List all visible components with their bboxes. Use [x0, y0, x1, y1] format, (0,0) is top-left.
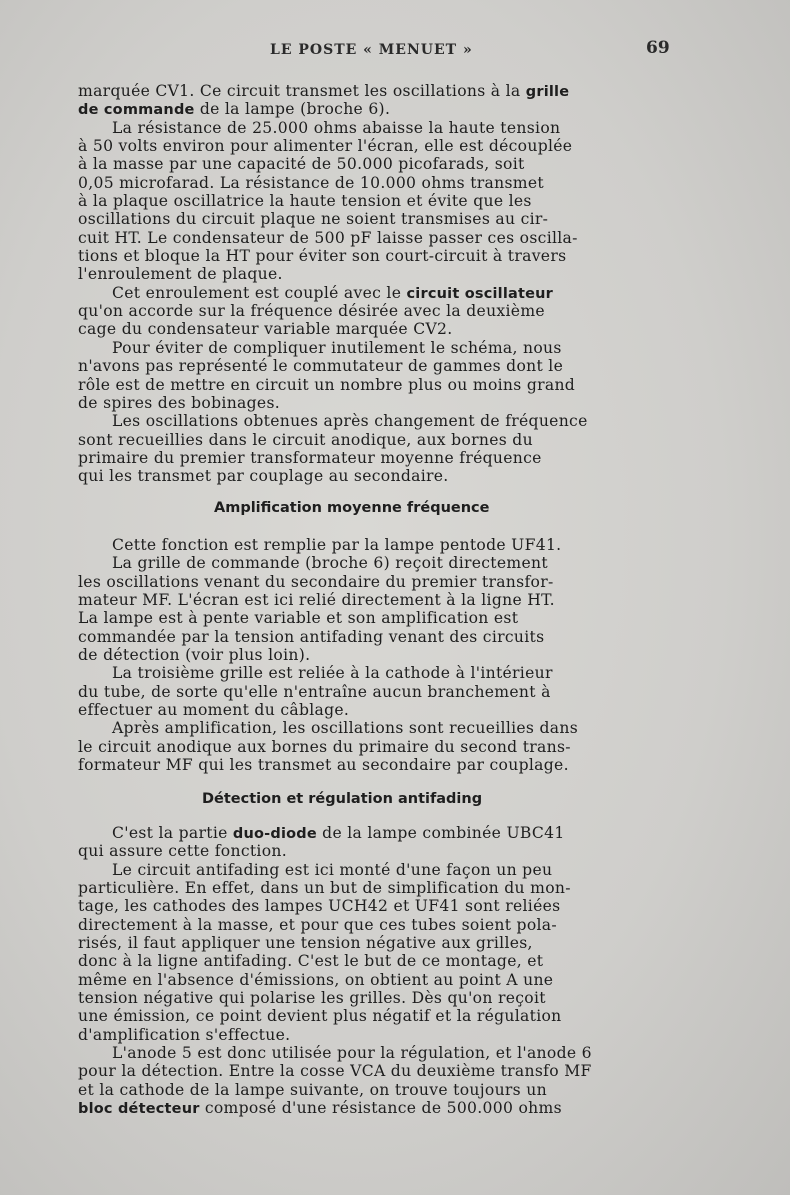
text-block-3 [78, 824, 668, 1118]
text-line: commandée par la tension antifading venant des circuits [78, 627, 545, 646]
text-line: tions et bloque la HT pour éviter son court-circuit à travers [78, 247, 567, 266]
text-line: primaire du premier transformateur moyenne fréquence [78, 448, 542, 467]
text-line: cuit HT. Le condensateur de 500 pF laisse passer ces oscilla- [78, 228, 578, 247]
text-line: 0,05 microfarad. La résistance de 10.000 ohms transmet [78, 173, 544, 192]
paragraph-start: La résistance de 25.000 ohms abaisse la haute tension [112, 118, 561, 137]
text-block-1 [78, 82, 668, 486]
text-line: donc à la ligne antifading. C'est le but de ce montage, et [78, 952, 544, 971]
text-line: de détection (voir plus loin). [78, 646, 311, 665]
bold-term-circuit-oscillateur: circuit oscillateur [406, 285, 554, 302]
text-line: qui assure cette fonction. [78, 842, 288, 861]
text-line: à la plaque oscillatrice la haute tension et évite que les [78, 192, 532, 211]
paragraph-start: Après amplification, les oscillations sont recueillies dans [112, 719, 579, 738]
text-line: à la masse par une capacité de 50.000 picofarads, soit [78, 155, 525, 174]
section-heading-amplification: Amplification moyenne fréquence [214, 500, 490, 516]
paragraph-start: C'est la partie duo-diode de la lampe combinée UBC41 [112, 824, 565, 842]
bold-term-grille: grille [525, 84, 570, 100]
text-line: tage, les cathodes des lampes UCH42 et UF41 sont reliées [78, 897, 561, 916]
text-line: risés, il faut appliquer une tension négative aux grilles, [78, 934, 533, 953]
text-line: particulière. En effet, dans un but de simplification du mon- [78, 879, 571, 898]
paragraph-start: L'anode 5 est donc utilisée pour la régulation, et l'anode 6 [112, 1044, 592, 1063]
text-line: La lampe est à pente variable et son amplification est [78, 609, 519, 628]
text-line: effectuer au moment du câblage. [78, 701, 350, 720]
text-line: bloc détecteur composé d'une résistance de 500.000 ohms [78, 1099, 562, 1118]
paragraph-start: La grille de commande (broche 6) reçoit directement [112, 554, 548, 573]
bold-term-de-commande: de commande [78, 102, 195, 119]
text-line: le circuit anodique aux bornes du primaire du second trans- [78, 737, 571, 756]
paragraph-start: Les oscillations obtenues après changement de fréquence [112, 412, 588, 431]
text-line: les oscillations venant du secondaire du premier transfor- [78, 572, 554, 591]
section-heading-detection: Détection et régulation antifading [202, 791, 483, 807]
text-line: pour la détection. Entre la cosse VCA du deuxième transfo MF [78, 1062, 592, 1081]
text-line: tension négative qui polarise les grilles. Dès qu'on reçoit [78, 989, 546, 1008]
text-line: n'avons pas représenté le commutateur de gammes dont le [78, 357, 564, 376]
text-line: qu'on accorde sur la fréquence désirée avec la deuxième [78, 302, 545, 321]
text-line: qui les transmet par couplage au secondaire. [78, 467, 449, 486]
text-line: à 50 volts environ pour alimenter l'écran, elle est découplée [78, 137, 573, 156]
paragraph-start: Cette fonction est remplie par la lampe pentode UF41. [112, 536, 562, 554]
text-line: formateur MF qui les transmet au secondaire par couplage. [78, 756, 569, 775]
text-line: de commande de la lampe (broche 6). [78, 100, 391, 119]
text-line: rôle est de mettre en circuit un nombre plus ou moins grand [78, 375, 576, 394]
text-line: marquée CV1. Ce circuit transmet les oscillations à la grille [78, 82, 570, 100]
text-line: du tube, de sorte qu'elle n'entraîne aucun branchement à [78, 682, 551, 701]
text-line: mateur MF. L'écran est ici relié directement à la ligne HT. [78, 591, 555, 610]
page-number: 69 [646, 38, 670, 58]
bold-term-bloc-detecteur: bloc détecteur [78, 1101, 200, 1118]
paragraph-start: Pour éviter de compliquer inutilement le schéma, nous [112, 338, 562, 357]
text-line: même en l'absence d'émissions, on obtient au point A une [78, 970, 554, 989]
text-line: oscillations du circuit plaque ne soient transmises au cir- [78, 210, 549, 229]
text-block-2 [78, 536, 668, 774]
running-title: LE POSTE « MENUET » [270, 42, 473, 58]
text-line: de spires des bobinages. [78, 393, 280, 412]
text-line: et la cathode de la lampe suivante, on trouve toujours un [78, 1080, 547, 1099]
text-line: cage du condensateur variable marquée CV2. [78, 320, 453, 339]
text-line: directement à la masse, et pour que ces tubes soient pola- [78, 915, 557, 934]
text-line: une émission, ce point devient plus négatif et la régulation [78, 1007, 562, 1026]
bold-term-duo-diode: duo-diode [232, 826, 317, 842]
text-line: d'amplification s'effectue. [78, 1025, 291, 1044]
text-line: sont recueillies dans le circuit anodique, aux bornes du [78, 430, 533, 449]
paragraph-start: La troisième grille est reliée à la cathode à l'intérieur [112, 664, 553, 683]
paragraph-start: Le circuit antifading est ici monté d'une façon un peu [112, 860, 553, 879]
text-line: l'enroulement de plaque. [78, 265, 283, 284]
paragraph-start: Cet enroulement est couplé avec le circuit oscillateur [112, 283, 554, 302]
